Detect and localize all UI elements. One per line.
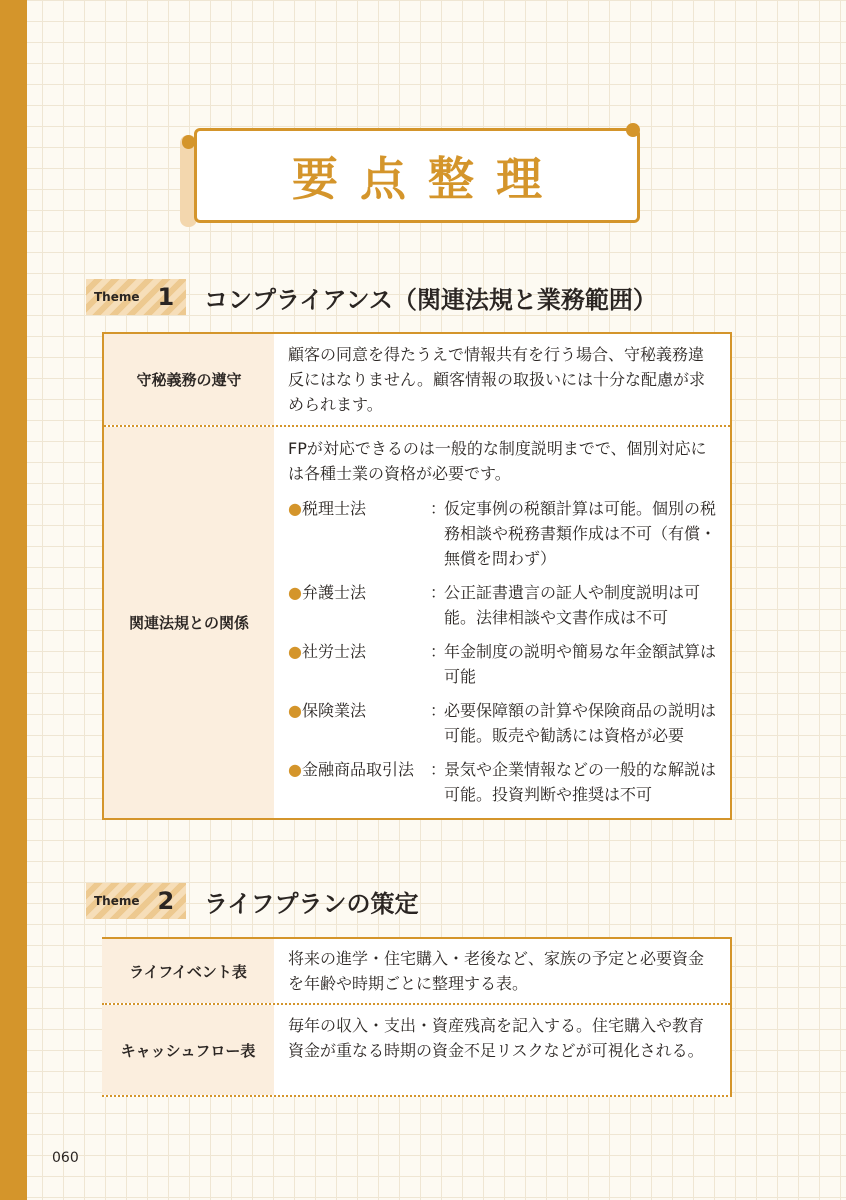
theme2-label: Theme <box>94 894 140 908</box>
row-content <box>274 427 730 818</box>
law-name: 税理士法 <box>301 499 366 518</box>
theme2-title: ライフプランの策定 <box>204 889 419 918</box>
row-header: キャッシュフロー表 <box>102 1005 274 1095</box>
row-intro: FPが対応できるのは一般的な制度説明までで、個別対応には各種士業の資格が必要です。 <box>288 439 707 483</box>
bullet-icon: ● <box>288 760 302 779</box>
law-name: 社労士法 <box>301 642 366 661</box>
law-colon: ： <box>430 583 447 602</box>
law-item <box>288 496 718 571</box>
law-colon: ： <box>430 642 447 661</box>
theme1-label: Theme <box>94 290 140 304</box>
theme2-heading <box>86 883 419 919</box>
law-colon: ： <box>430 760 447 779</box>
law-item <box>288 580 718 630</box>
title-banner <box>180 123 640 228</box>
law-desc: 必要保障額の計算や保険商品の説明は可能。販売や勧誘には資格が必要 <box>444 701 717 745</box>
left-accent-bar <box>0 0 27 1200</box>
theme1-table <box>102 332 732 820</box>
law-item <box>288 698 718 748</box>
theme1-title: コンプライアンス（関連法規と業務範囲） <box>204 285 657 314</box>
page-number: 060 <box>52 1150 79 1166</box>
law-item <box>288 639 718 689</box>
page-title: 要点整理 <box>292 151 564 206</box>
row-header: ライフイベント表 <box>102 939 274 1003</box>
theme1-heading <box>86 279 657 315</box>
bullet-icon: ● <box>288 499 302 518</box>
law-colon: ： <box>430 701 447 720</box>
bullet-icon: ● <box>288 583 302 602</box>
row-header: 関連法規との関係 <box>104 427 274 818</box>
row-text: 顧客の同意を得たうえで情報共有を行う場合、守秘義務違反にはなりません。顧客情報の取扱いには十分な配慮が求められます。 <box>288 345 705 414</box>
theme2-number: 2 <box>157 887 175 915</box>
table-row <box>102 1003 730 1095</box>
law-item <box>288 757 718 807</box>
law-colon: ： <box>430 499 447 518</box>
law-desc: 景気や企業情報などの一般的な解説は可能。投資判断や推奨は不可 <box>444 760 717 804</box>
theme2-table <box>102 937 732 1097</box>
bullet-icon: ● <box>288 642 302 661</box>
theme1-number: 1 <box>157 283 175 311</box>
theme2-tag <box>86 883 186 919</box>
bullet-icon: ● <box>288 701 302 720</box>
table-row <box>104 334 730 425</box>
theme1-tag <box>86 279 186 315</box>
table-row <box>104 425 730 818</box>
row-text: 毎年の収入・支出・資産残高を記入する。住宅購入や教育資金が重なる時期の資金不足リスクなどが可視化される。 <box>288 1016 705 1060</box>
law-name: 保険業法 <box>301 701 366 720</box>
law-name: 弁護士法 <box>301 583 366 602</box>
table-row <box>102 939 730 1003</box>
law-desc: 年金制度の説明や簡易な年金額試算は可能 <box>444 642 717 686</box>
law-desc: 公正証書遺言の証人や制度説明は可能。法律相談や文書作成は不可 <box>444 583 701 627</box>
law-desc: 仮定事例の税額計算は可能。個別の税務相談や税務書類作成は不可（有償・無償を問わず） <box>444 499 717 568</box>
law-name: 金融商品取引法 <box>301 760 414 779</box>
row-text: 将来の進学・住宅購入・老後など、家族の予定と必要資金を年齢や時期ごとに整理する表。 <box>288 949 705 993</box>
row-header: 守秘義務の遵守 <box>104 334 274 425</box>
